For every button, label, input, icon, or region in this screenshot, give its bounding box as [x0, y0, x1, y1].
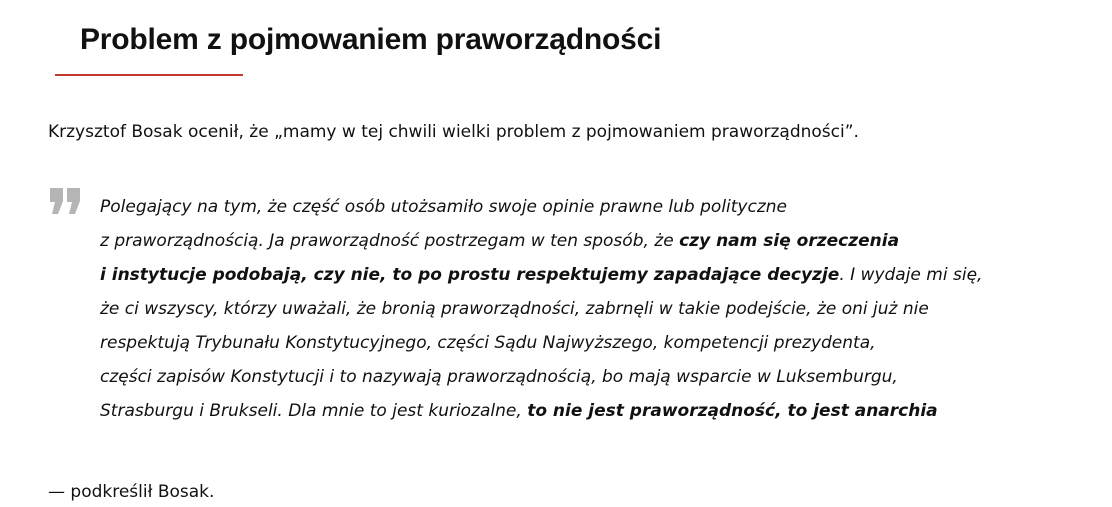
quote-line	[100, 224, 1105, 258]
quote-emphasis: czy nam się orzeczenia	[679, 231, 900, 251]
quote-text: Strasburgu i Brukseli. Dla mnie to jest kuriozalne,	[100, 401, 528, 421]
quote-mark-icon	[48, 186, 84, 218]
quote-emphasis: i instytucje podobają, czy nie, to po prostu respektujemy zapadające decyzje	[100, 265, 840, 285]
quote-line: że ci wszyscy, którzy uważali, że bronią praworządności, zabrnęli w takie podejście, że oni już nie	[100, 299, 929, 319]
quote-line: respektują Trybunału Konstytucyjnego, części Sądu Najwyższego, kompetencji prezydenta,	[100, 333, 876, 353]
quote-emphasis: to nie jest praworządność, to jest anarchia	[527, 401, 938, 421]
quote-text: z praworządnością. Ja praworządność postrzegam w ten sposób, że	[100, 231, 680, 251]
section-heading: Problem z pojmowaniem praworządności	[80, 23, 662, 56]
intro-paragraph: Krzysztof Bosak ocenił, że „mamy w tej chwili wielki problem z pojmowaniem praworządności”.	[48, 122, 859, 142]
outro-paragraph: — podkreślił Bosak.	[48, 482, 215, 502]
heading-underline	[55, 74, 243, 76]
blockquote	[100, 190, 1105, 428]
quote-line	[100, 258, 1105, 292]
quote-line	[100, 394, 1105, 428]
quote-text: . I wydaje mi się,	[839, 265, 983, 285]
quote-line: Polegający na tym, że część osób utożsamiło swoje opinie prawne lub polityczne	[100, 197, 787, 217]
quote-line: części zapisów Konstytucji i to nazywają praworządnością, bo mają wsparcie w Luksemburgu,	[100, 367, 898, 387]
